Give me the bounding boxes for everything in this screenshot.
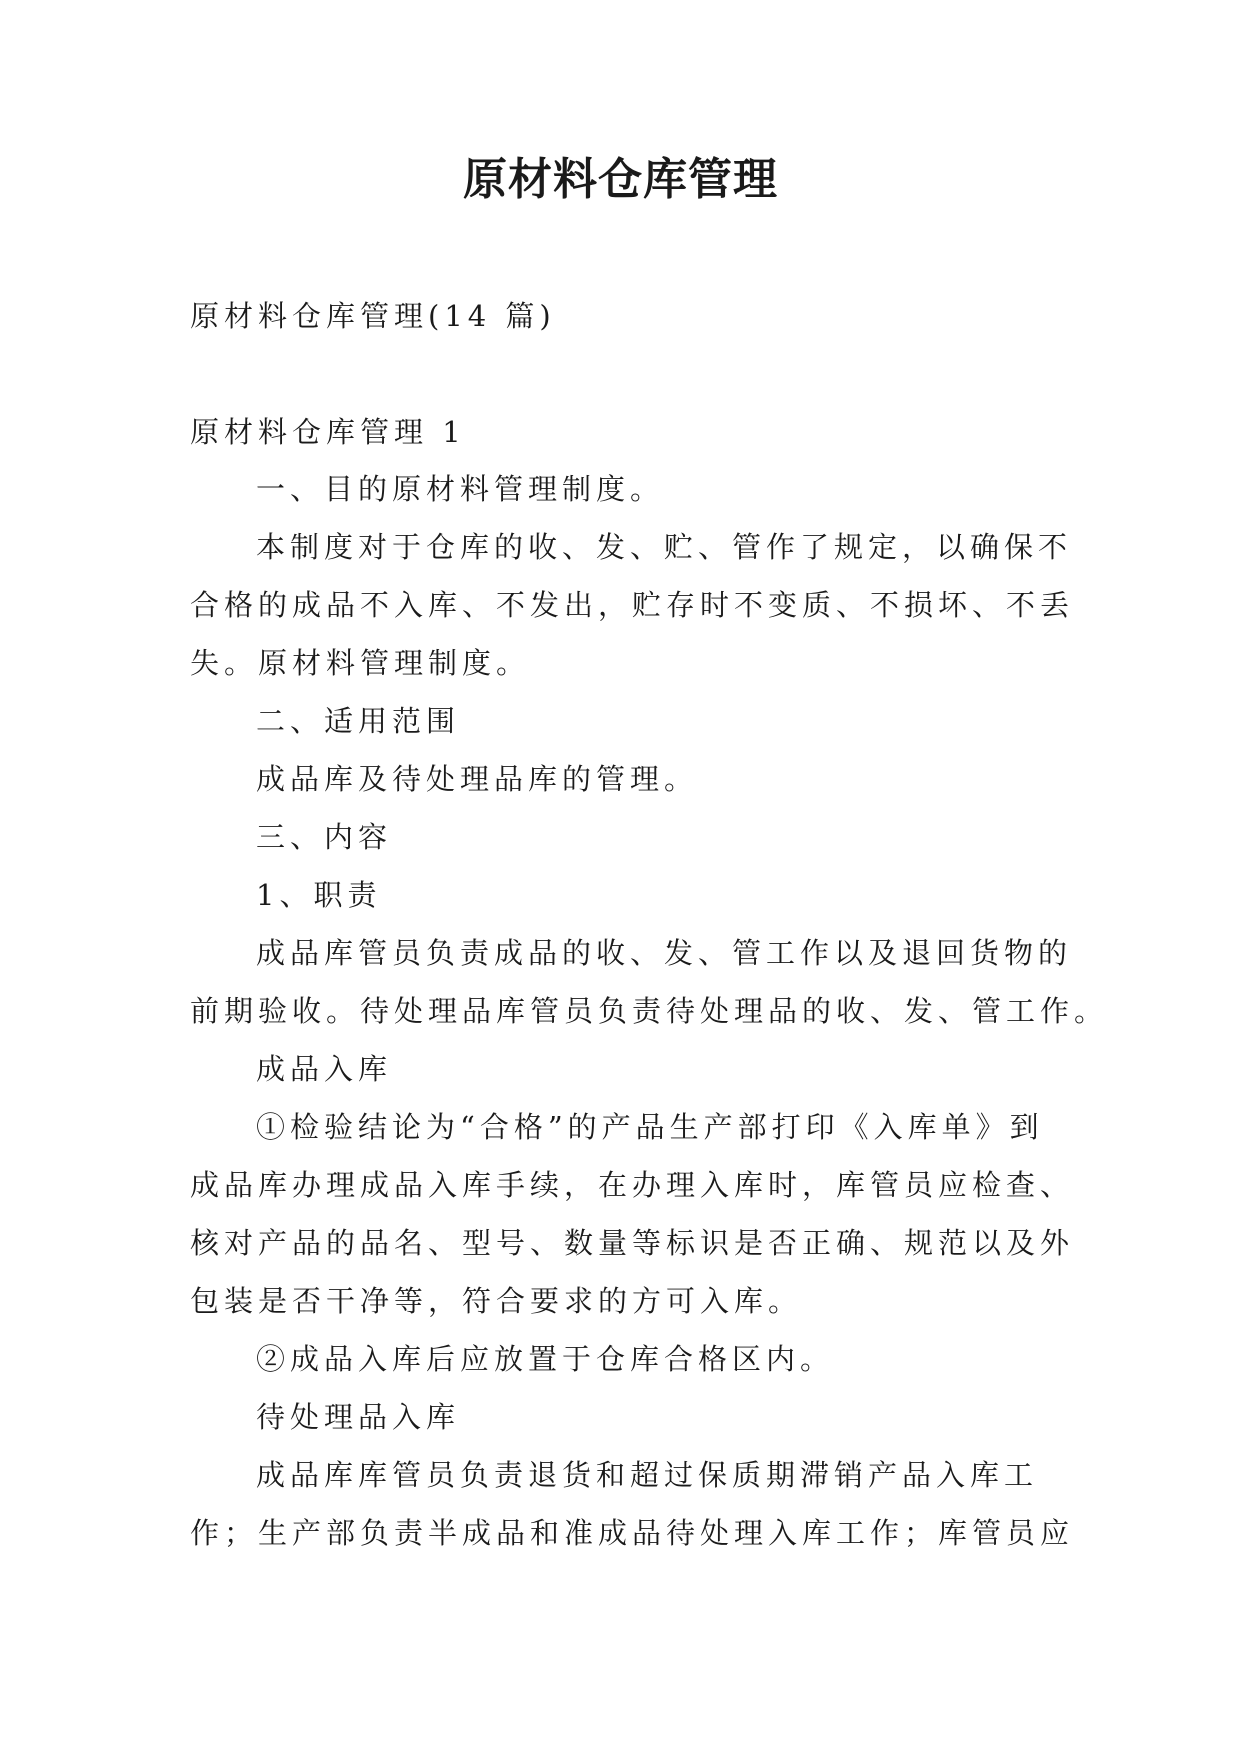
section-heading: 原材料仓库管理 1: [190, 415, 466, 449]
paragraph-line: ②成品入库后应放置于仓库合格区内。: [256, 1342, 835, 1376]
paragraph-line: 合格的成品不入库、不发出，贮存时不变质、不损坏、不丢: [190, 588, 1075, 622]
paragraph-line: 成品库办理成品入库手续，在办理入库时，库管员应检查、: [190, 1168, 1075, 1202]
heading-duties: 1、职责: [256, 878, 382, 912]
heading-pending-goods-inbound: 待处理品入库: [256, 1400, 461, 1434]
paragraph-line: 失。原材料管理制度。: [190, 646, 531, 680]
paragraph-line: 成品库及待处理品库的管理。: [256, 762, 699, 796]
paragraph-line: 成品库库管员负责退货和超过保质期滞销产品入库工: [256, 1458, 1039, 1492]
paragraph-line: 本制度对于仓库的收、发、贮、管作了规定，以确保不: [256, 530, 1073, 564]
paragraph-line: 成品库管员负责成品的收、发、管工作以及退回货物的: [256, 936, 1073, 970]
paragraph-line: 作；生产部负责半成品和准成品待处理入库工作；库管员应: [190, 1516, 1075, 1550]
paragraph-line: 核对产品的品名、型号、数量等标识是否正确、规范以及外: [190, 1226, 1075, 1260]
paragraph-line: 前期验收。待处理品库管员负责待处理品的收、发、管工作。: [190, 994, 1109, 1028]
paragraph-line: ①检验结论为“合格”的产品生产部打印《入库单》到: [256, 1110, 1044, 1144]
heading-scope: 二、适用范围: [256, 704, 461, 738]
heading-finished-goods-inbound: 成品入库: [256, 1052, 393, 1086]
paragraph-line: 包装是否干净等，符合要求的方可入库。: [190, 1284, 803, 1318]
document-title: 原材料仓库管理: [463, 154, 778, 205]
document-subtitle: 原材料仓库管理(14 篇): [190, 299, 556, 333]
heading-purpose: 一、目的原材料管理制度。: [256, 472, 665, 506]
heading-content: 三、内容: [256, 820, 393, 854]
